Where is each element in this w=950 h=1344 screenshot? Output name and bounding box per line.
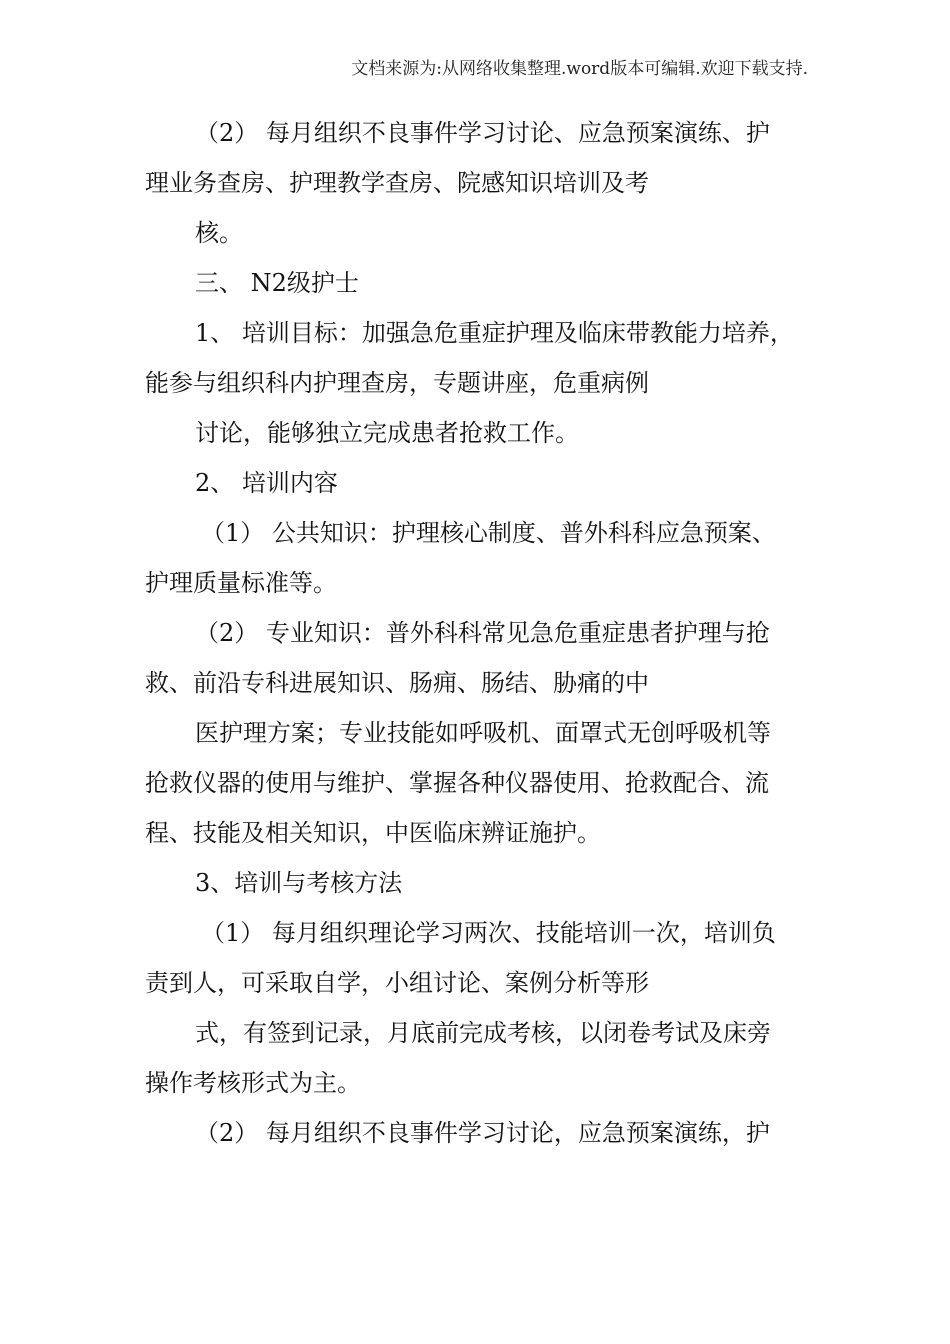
text-line: 医护理方案；专业技能如呼吸机、面罩式无创呼吸机等 <box>195 719 771 747</box>
text-line: 抢救仪器的使用与维护、掌握各种仪器使用、抢救配合、流 <box>145 769 769 797</box>
text-line: 1、 培训目标：加强急危重症护理及临床带教能力培养， <box>195 319 794 347</box>
subsection-heading: 2、 培训内容 <box>195 469 338 497</box>
subsection-heading: 3、培训与考核方法 <box>195 869 403 897</box>
text-line: （1） 公共知识：护理核心制度、普外科科应急预案、 <box>201 519 776 547</box>
page-header: 文档来源为:从网络收集整理.word版本可编辑.欢迎下载支持. <box>351 59 808 79</box>
text-line: 救、前沿专科进展知识、肠痈、肠结、胁痛的中 <box>145 669 649 697</box>
text-line: 程、技能及相关知识，中医临床辨证施护。 <box>145 819 601 847</box>
text-line: （2） 专业知识：普外科科常见急危重症患者护理与抢 <box>195 619 770 647</box>
text-line: 操作考核形式为主。 <box>145 1069 361 1097</box>
text-line: 护理质量标准等。 <box>145 569 337 597</box>
text-line: （1） 每月组织理论学习两次、技能培训一次，培训负 <box>201 919 776 947</box>
text-line: 式，有签到记录，月底前完成考核，以闭卷考试及床旁 <box>195 1019 771 1047</box>
text-line: 理业务查房、护理教学查房、院感知识培训及考 <box>145 169 649 197</box>
text-line: 讨论，能够独立完成患者抢救工作。 <box>195 419 579 447</box>
text-line: 能参与组织科内护理查房，专题讲座，危重病例 <box>145 369 649 397</box>
text-line: 责到人，可采取自学，小组讨论、案例分析等形 <box>145 969 649 997</box>
section-heading: 三、 N2级护士 <box>195 269 359 297</box>
text-line: 核。 <box>195 219 243 247</box>
text-line: （2） 每月组织不良事件学习讨论，应急预案演练，护 <box>195 1119 770 1147</box>
text-line: （2） 每月组织不良事件学习讨论、应急预案演练、护 <box>195 119 770 147</box>
